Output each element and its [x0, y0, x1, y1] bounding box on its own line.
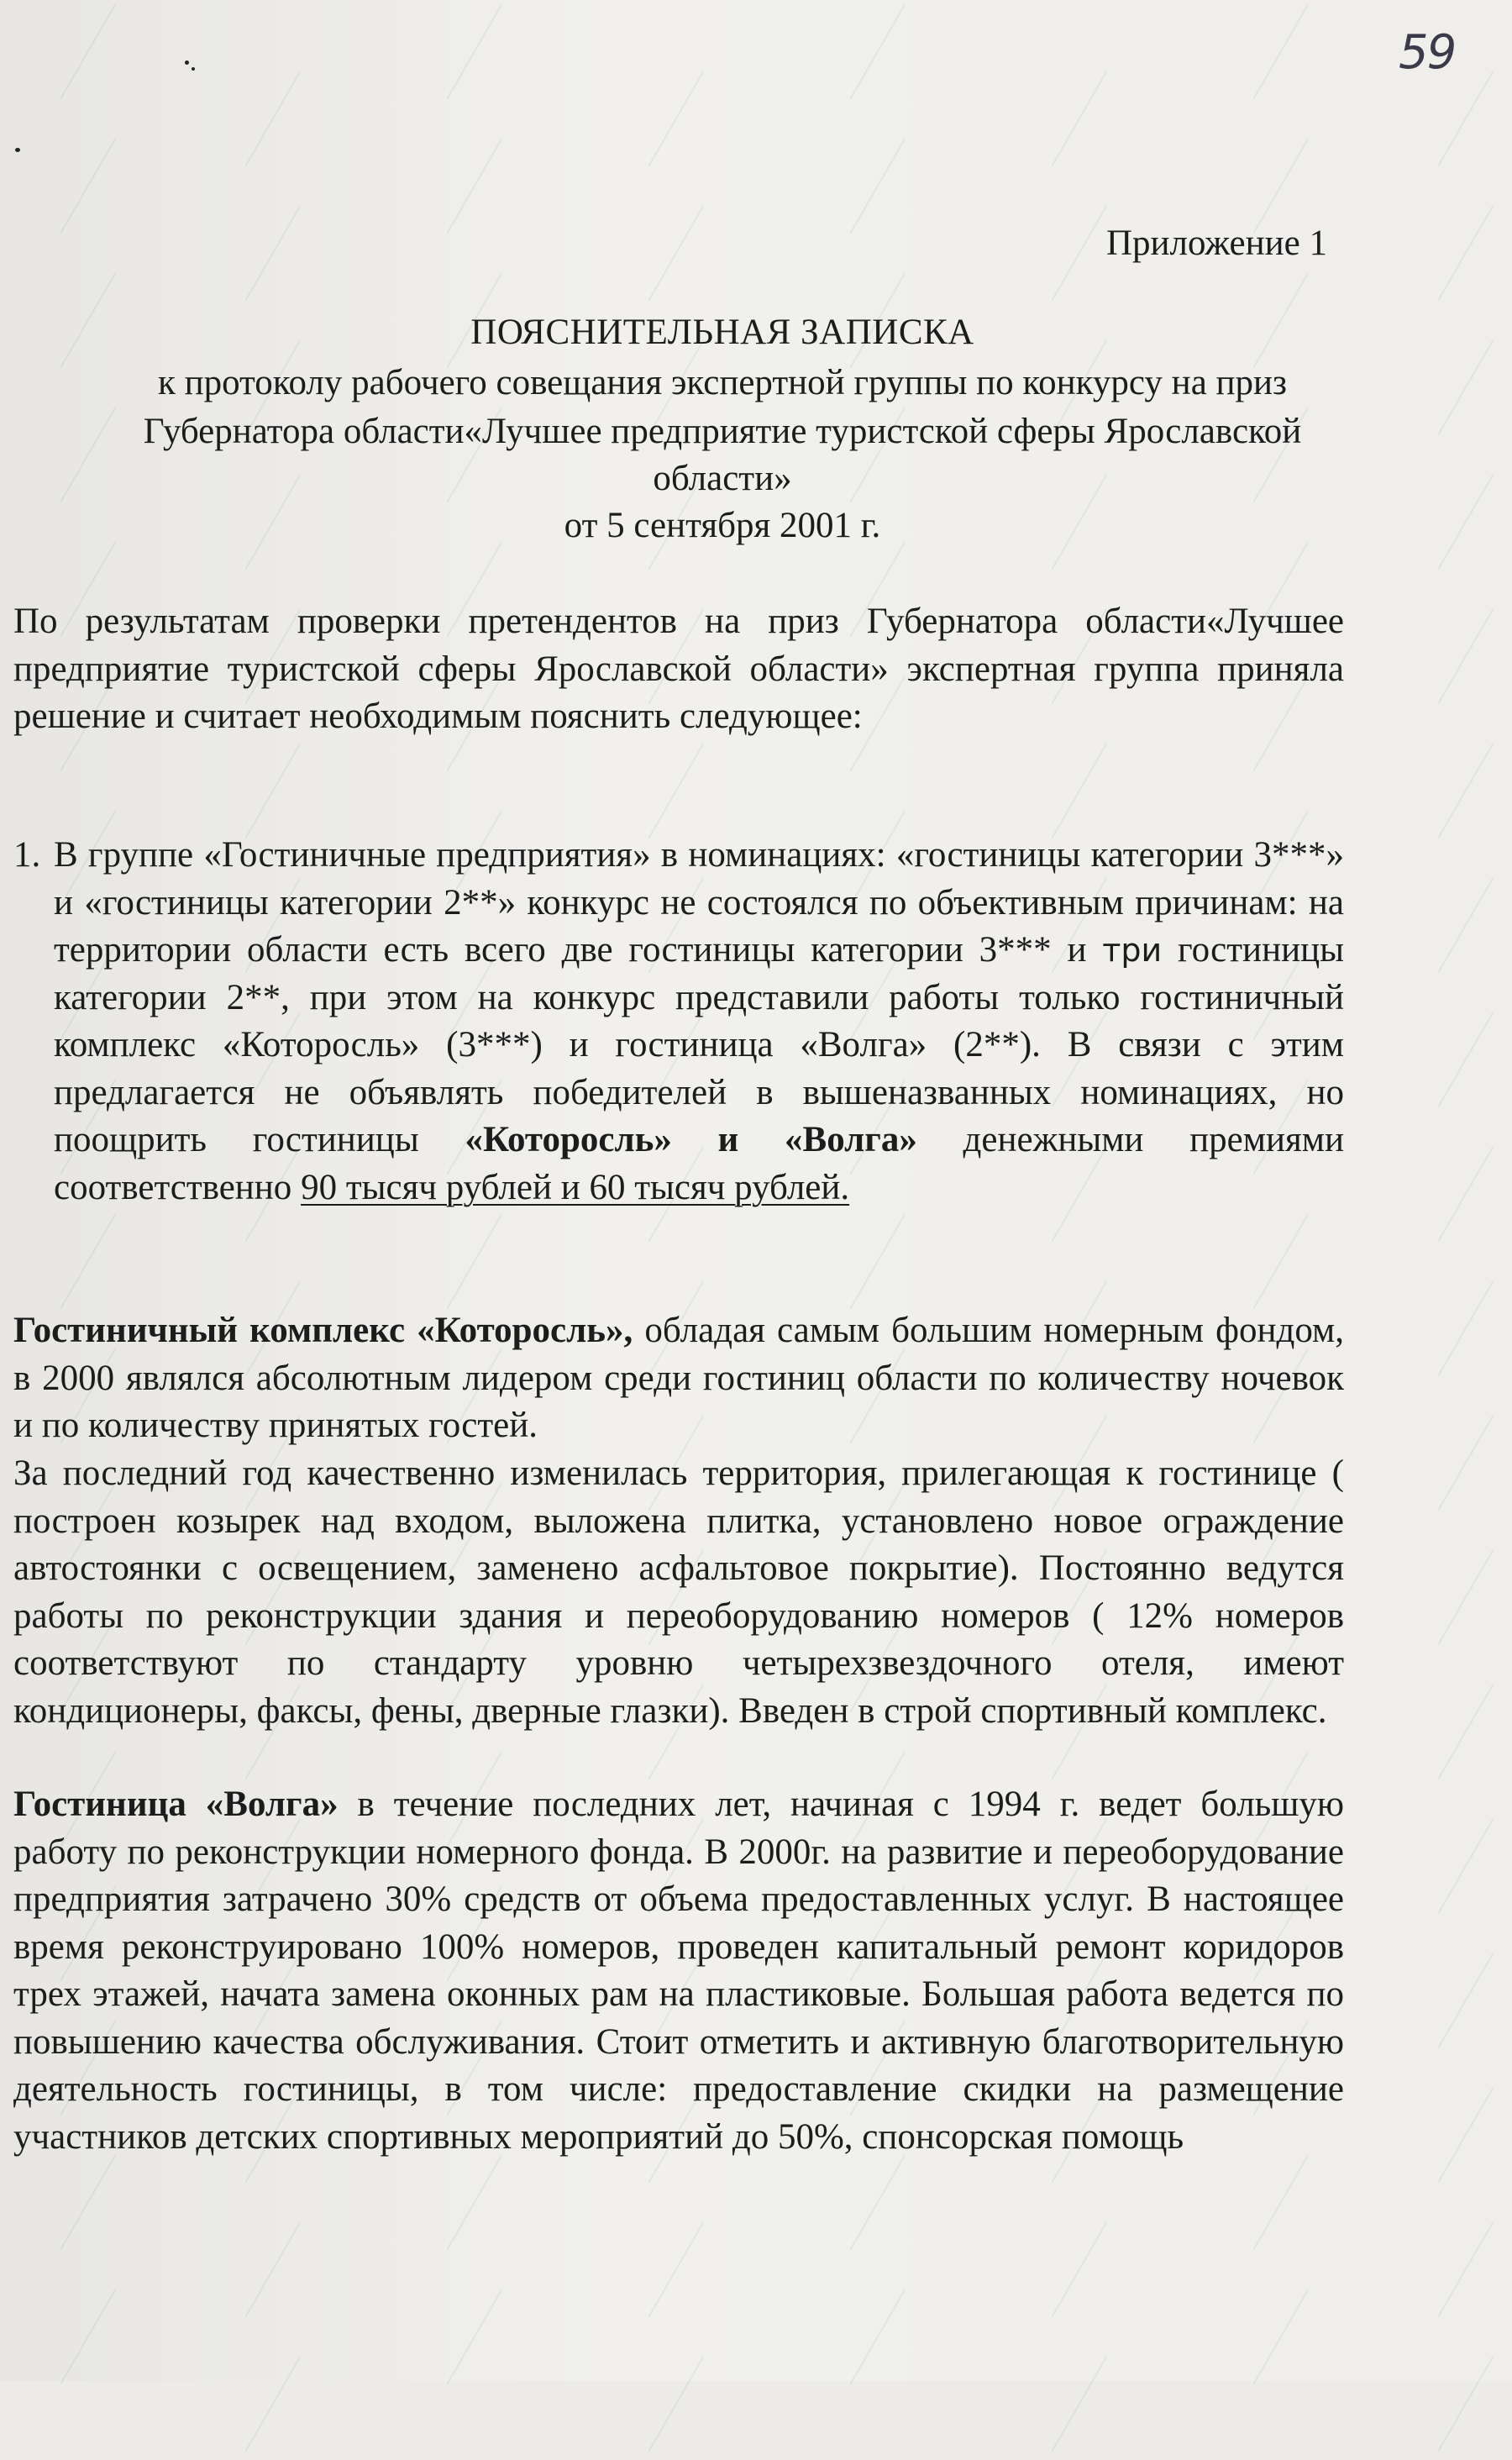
- watermark-mark: [1438, 1953, 1494, 2048]
- watermark-mark: [447, 2289, 503, 2384]
- watermark-mark: [850, 2289, 906, 2384]
- item1-prize-amounts: 90 тысяч рублей и 60 тысяч рублей.: [301, 1167, 850, 1207]
- watermark-mark: [245, 71, 302, 166]
- watermark-mark: [1052, 71, 1108, 166]
- watermark-mark: [1253, 138, 1310, 234]
- handwritten-page-number: 59: [1399, 25, 1456, 80]
- volga-text: в течение последних лет, начиная с 1994 г. ведет большую работу по реконструкции номерного фонда. В 2000г. на развитие и переоборудование предприятия затрачено 30% средств от объема предоставленных услуг. В настоящее время реконструировано 100% номеров, проведен капитальный ремонт коридоров трех этажей, начата замена оконных рам на пластиковые. Большая работа ведется по повышению качества обслуживания. Стоит отметить и активную благотворительную деятельность гостиницы, в том числе: предоставление скидки на размещение участников детских спортивных мероприятий до 50%, спонсорская помощь: [13, 1785, 1345, 2157]
- watermark-mark: [1438, 205, 1494, 301]
- kotorosl-paragraph: [13, 1307, 1344, 1450]
- watermark-mark: [1438, 743, 1494, 838]
- kotorosl-heading: Гостиничный комплекс «Которосль»,: [13, 1311, 633, 1350]
- watermark-mark: [1253, 2289, 1310, 2384]
- watermark-mark: [60, 2289, 117, 2384]
- watermark-mark: [1052, 2356, 1108, 2452]
- watermark-mark: [60, 3, 117, 99]
- watermark-mark: [1052, 2221, 1108, 2317]
- watermark-mark: [245, 743, 302, 838]
- watermark-mark: [648, 71, 705, 166]
- list-item-body: [54, 832, 1344, 1212]
- watermark-mark: [60, 1213, 117, 1309]
- watermark-mark: [245, 205, 302, 301]
- watermark-mark: [1438, 1012, 1494, 1107]
- list-item-1: [13, 832, 1344, 1212]
- watermark-mark: [1253, 1213, 1310, 1309]
- watermark-mark: [648, 2356, 705, 2452]
- watermark-mark: [1438, 2221, 1494, 2317]
- subtitle-line-1: к протоколу рабочего совещания экспертной группы по конкурсу на приз: [157, 363, 1288, 402]
- item1-inserted-word: три: [1102, 932, 1163, 969]
- watermark-mark: [447, 3, 503, 99]
- speck: [15, 148, 20, 152]
- subtitle-line-2: Губернатора области«Лучшее предприятие туристской сферы Ярославской: [143, 412, 1302, 451]
- volga-heading: Гостиница «Волга»: [13, 1785, 339, 1824]
- volga-paragraph: [13, 1781, 1344, 2161]
- watermark-mark: [648, 2221, 705, 2317]
- watermark-mark: [447, 1213, 503, 1309]
- watermark-mark: [1438, 1280, 1494, 1376]
- watermark-mark: [447, 2154, 503, 2250]
- watermark-mark: [245, 2221, 302, 2317]
- watermark-mark: [1253, 3, 1310, 99]
- watermark-mark: [60, 138, 117, 234]
- document-title: ПОЯСНИТЕЛЬНАЯ ЗАПИСКА: [470, 313, 974, 352]
- watermark-mark: [1438, 1818, 1494, 1914]
- list-number: 1.: [13, 835, 41, 875]
- watermark-mark: [850, 138, 906, 234]
- intro-paragraph: По результатам проверки претендентов на приз Губернатора области«Лучшее предприятие туристской сферы Ярославской области» экспертная группа приняла решение и считает необходимым пояснить следующее:: [13, 602, 1344, 736]
- kotorosl-text: обладая самым большим номерным фондом, в 2000 являлся абсолютным лидером среди гостиниц области по количеству ночевок и по количеству принятых гостей.: [13, 1311, 1344, 1445]
- appendix-label: Приложение 1: [1105, 223, 1327, 263]
- watermark-mark: [1438, 1146, 1494, 1242]
- watermark-mark: [60, 2154, 117, 2250]
- item1-text-b: гостиницы категории 2**, при этом на конкурс представили работы только гостиничный комплекс «Которосль» (3***) и гостиница «Волга» (2**). В связи с этим предлагается не объявлять победителей в вышеназванных номинациях, но поощрить гостиницы: [54, 930, 1344, 1159]
- speck: [192, 67, 195, 71]
- watermark-mark: [648, 205, 705, 301]
- item1-text-c: денежными премиями соответственно: [54, 1120, 1344, 1207]
- watermark-mark: [1438, 608, 1494, 704]
- kotorosl-paragraph-2: За последний год качественно изменилась территория, прилегающая к гостинице ( построен козырек над входом, выложена плитка, установлено новое ограждение автостоянки с освещением, заменено асфальтовое покрытие). Постоянно ведутся работы по реконструкции здания и переоборудованию номеров ( 12% номеров соответствуют по стандарту уровню четырехзвездочного отеля, имеют кондиционеры, факсы, фены, дверные глазки). Введен в строй спортивный комплекс.: [13, 1453, 1344, 1731]
- watermark-mark: [1438, 2356, 1494, 2452]
- watermark-mark: [1438, 1549, 1494, 1645]
- watermark-mark: [1438, 877, 1494, 973]
- watermark-mark: [1438, 1684, 1494, 1779]
- watermark-mark: [850, 3, 906, 99]
- watermark-mark: [850, 2154, 906, 2250]
- item1-text-a: В группе «Гостиничные предприятия» в номинациях: «гостиницы категории 3***» и «гостиницы категории 2**» конкурс не состоялся по объективным причинам: на территории области есть всего две гостиницы категории 3*** и: [54, 835, 1344, 970]
- watermark-mark: [1438, 2087, 1494, 2183]
- subtitle-line-3: области»: [653, 459, 792, 498]
- watermark-mark: [245, 2356, 302, 2452]
- watermark-mark: [1438, 71, 1494, 166]
- watermark-mark: [850, 1213, 906, 1309]
- watermark-mark: [447, 138, 503, 234]
- watermark-mark: [1253, 2154, 1310, 2250]
- item1-hotels-bold: «Которосль» и «Волга»: [465, 1120, 917, 1159]
- watermark-mark: [648, 743, 705, 838]
- watermark-mark: [1052, 743, 1108, 838]
- document-date: от 5 сентября 2001 г.: [564, 506, 881, 545]
- speck: [185, 60, 189, 65]
- watermark-mark: [1438, 1415, 1494, 1511]
